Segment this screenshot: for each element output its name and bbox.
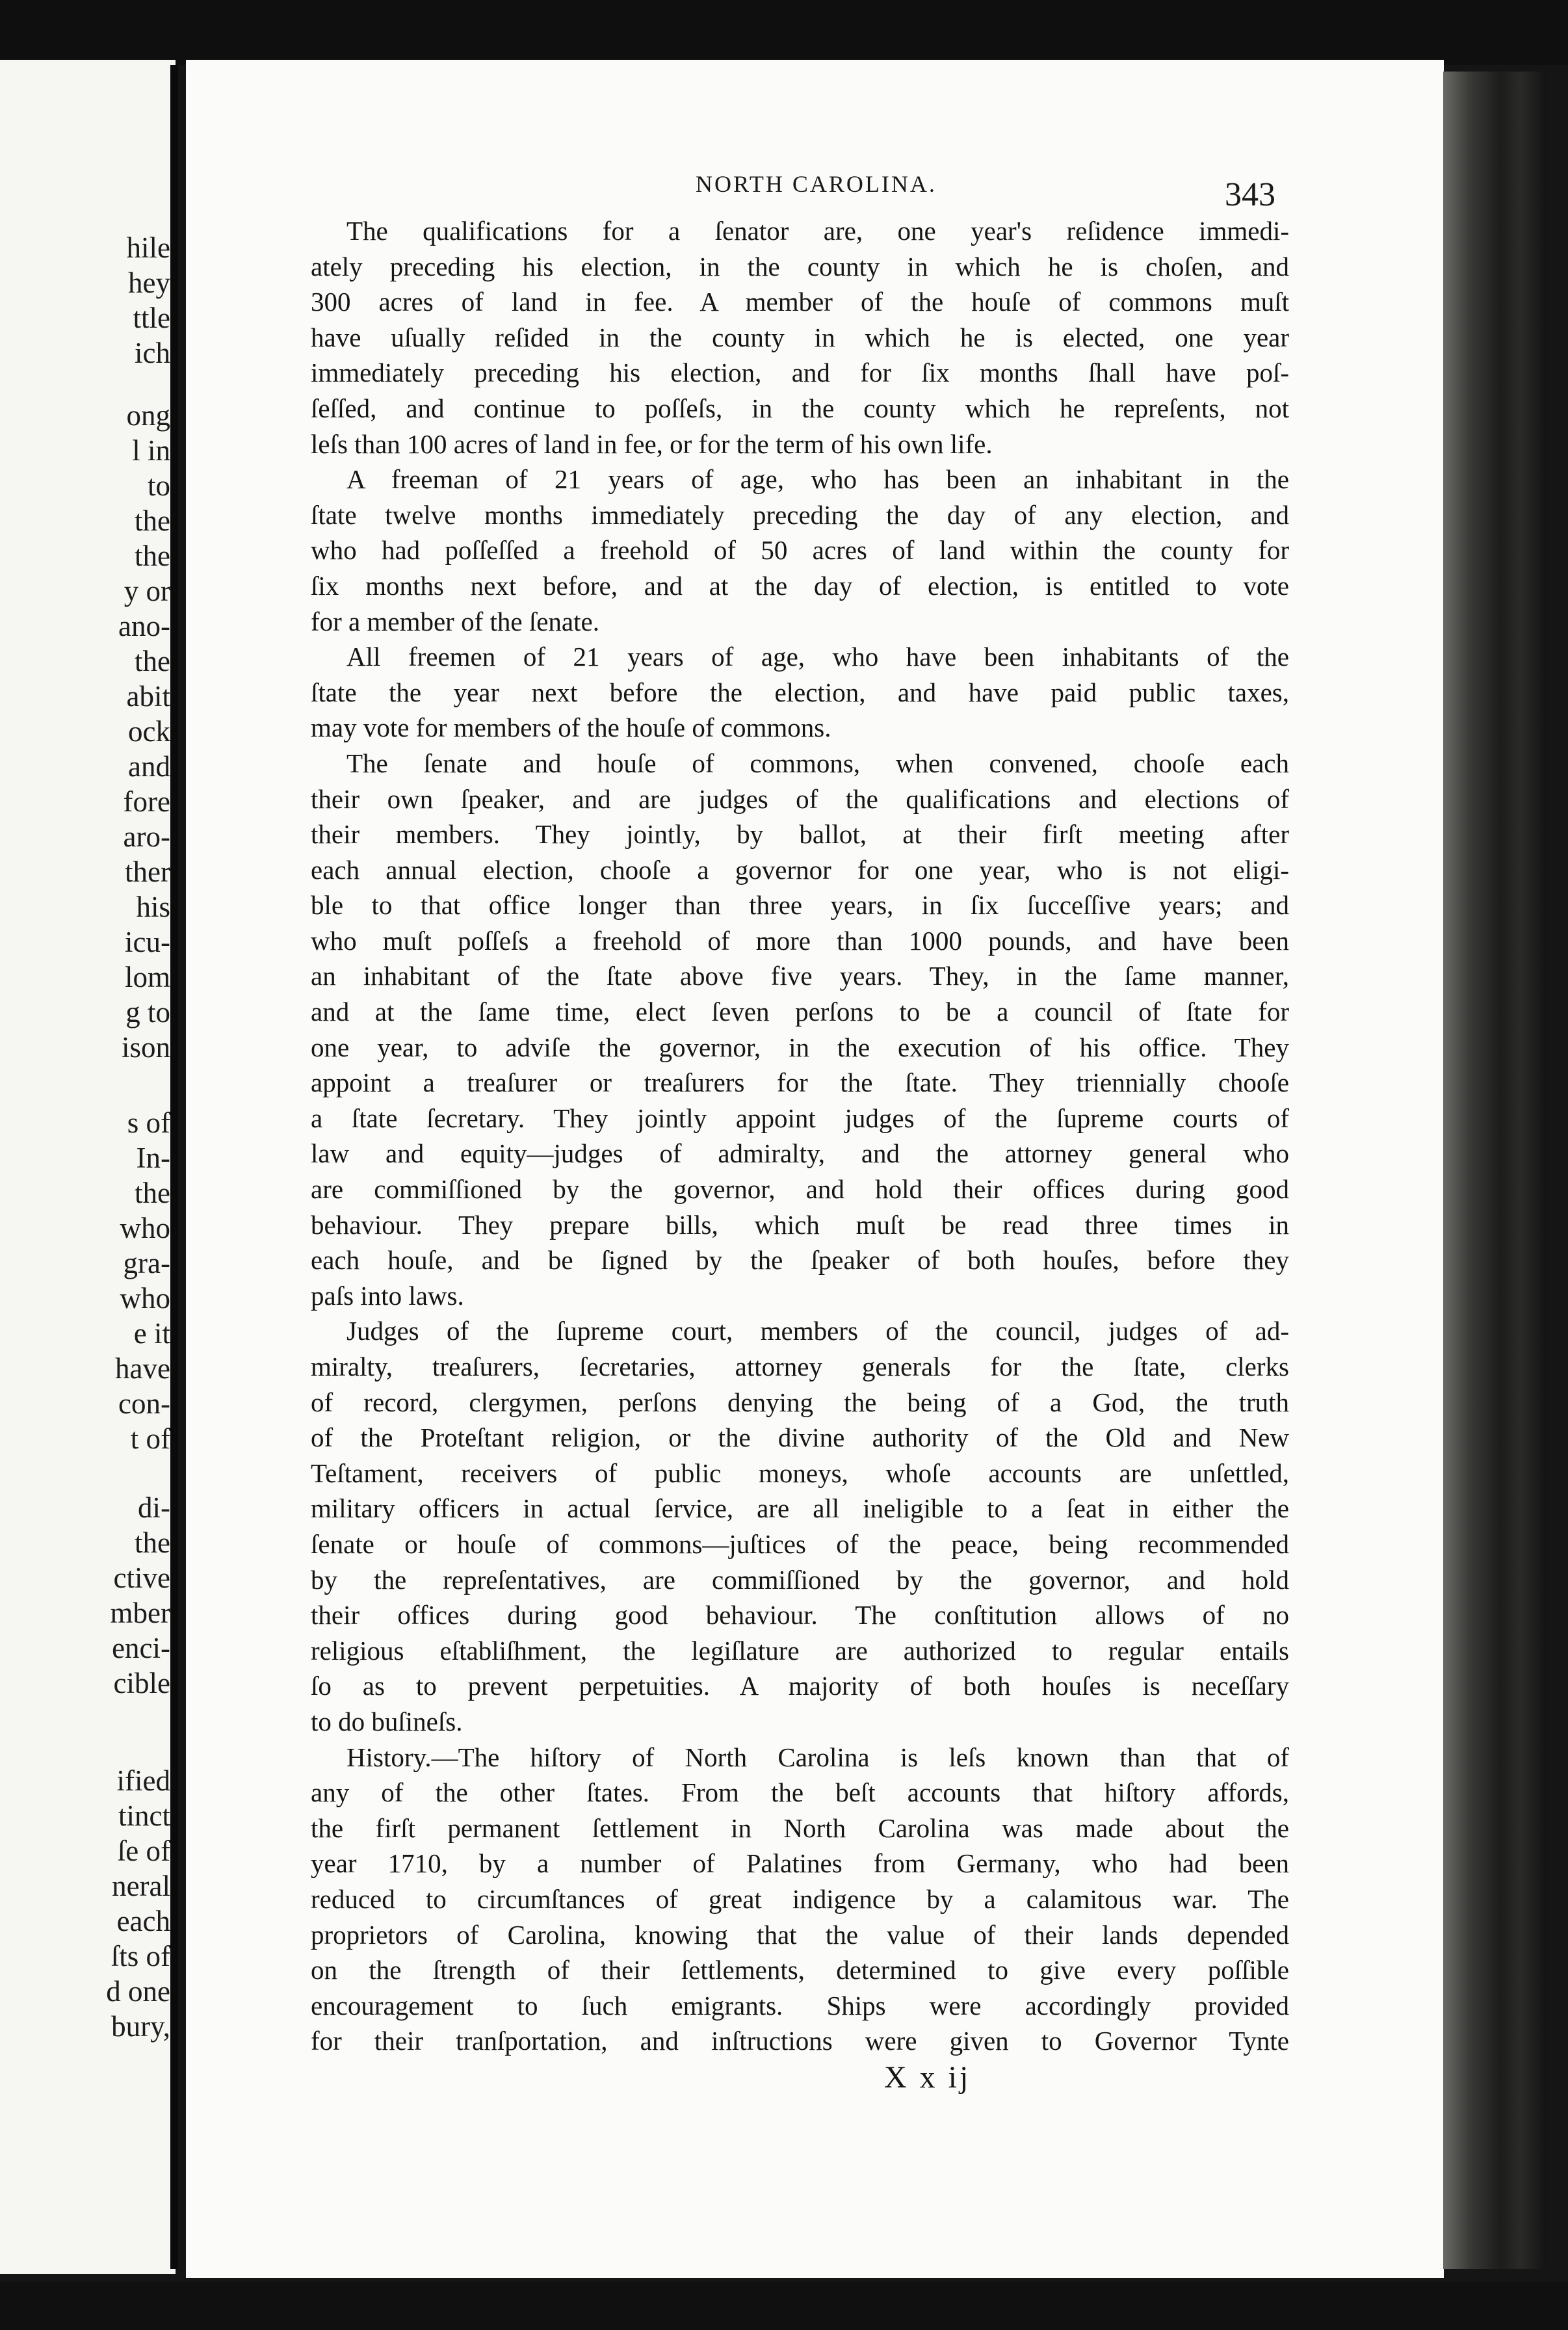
text-line: year 1710, by a number of Palatines from Germany, who had been [311, 1848, 1289, 1879]
text-line: History.—The hiſtory of North Carolina is leſs known than that of [346, 1742, 1289, 1772]
left-page-fragment: enci- [112, 1632, 170, 1664]
left-page-fragment: the [135, 504, 170, 537]
text-line: behaviour. They prepare bills, which muſt be read three times in [311, 1209, 1289, 1240]
left-page-fragment: s of [127, 1106, 170, 1139]
left-page-fragment: ſts of [111, 1940, 170, 1972]
left-page-fragment: y or [124, 575, 170, 607]
text-line: A freeman of 21 years of age, who has been an inhabitant in the [346, 464, 1289, 495]
text-line: appoint a treaſurer or treaſurers for the ſtate. They triennially chooſe [311, 1067, 1289, 1098]
text-line: have uſually reſided in the county in which he is elected, one year [311, 322, 1289, 352]
left-page-fragment: e it [133, 1317, 170, 1350]
text-line: ſtate twelve months immediately preceding the day of any election, and [311, 499, 1289, 530]
left-page-fragment: tinct [118, 1800, 170, 1832]
text-line: any of the other ſtates. From the beſt accounts that hiſtory affords, [311, 1777, 1289, 1808]
text-line: encouragement to ſuch emigrants. Ships were accordingly provided [311, 1990, 1289, 2021]
text-line: each annual election, chooſe a governor for one year, who is not eligi- [311, 854, 1289, 885]
text-line: ſo as to prevent perpetuities. A majority of both houſes is neceſſary [311, 1671, 1289, 1701]
left-page-fragment: the [135, 1526, 170, 1559]
text-line: ble to that office longer than three years, in ſix ſucceſſive years; and [311, 890, 1289, 921]
text-line: the firſt permanent ſettlement in North Carolina was made about the [311, 1813, 1289, 1843]
left-page-fragment: each [116, 1905, 170, 1937]
text-line: 300 acres of land in fee. A member of the houſe of commons muſt [311, 287, 1289, 317]
text-line: paſs into laws. [311, 1280, 464, 1311]
text-line: of record, clergymen, perſons denying the being of a God, the truth [311, 1387, 1289, 1417]
left-facing-page [0, 60, 176, 2274]
book-gutter [170, 65, 178, 2269]
left-page-fragment: ctive [113, 1562, 170, 1594]
left-page-fragment: fore [123, 785, 170, 818]
text-line: on the ſtrength of their ſettlements, determined to give every poſſible [311, 1955, 1289, 1985]
text-line: their own ſpeaker, and are judges of the qualifications and elections of [311, 783, 1289, 814]
left-page-fragment: who [120, 1212, 170, 1244]
left-page-fragment: neral [112, 1870, 170, 1902]
text-line: their members. They jointly, by ballot, at their firſt meeting after [311, 819, 1289, 850]
left-page-fragment: di- [138, 1491, 170, 1524]
left-page-fragment: and [128, 750, 170, 783]
text-line: one year, to adviſe the governor, in the execution of his office. They [311, 1032, 1289, 1062]
left-page-fragment: l in [132, 434, 170, 467]
left-page-fragment: the [135, 540, 170, 572]
text-line: ſtate the year next before the election, and have paid public taxes, [311, 677, 1289, 707]
left-page-fragment: ttle [133, 302, 170, 334]
left-page-fragment: mber [110, 1597, 170, 1629]
scan-top-border [0, 0, 1568, 65]
text-line: All freemen of 21 years of age, who have been inhabitants of the [346, 642, 1289, 672]
left-page-fragment: ich [135, 337, 170, 369]
text-line: ſix months next before, and at the day of election, is entitled to vote [311, 570, 1289, 601]
left-page-fragment: ock [128, 715, 170, 748]
text-line: may vote for members of the houſe of commons. [311, 713, 831, 743]
text-line: for their tranſportation, and inſtructions were given to Governor Tynte [311, 2026, 1289, 2056]
text-line: ſenate or houſe of commons—juſtices of the peace, being recommended [311, 1528, 1289, 1559]
text-line: a ſtate ſecretary. They jointly appoint judges of the ſupreme courts of [311, 1103, 1289, 1133]
left-page-fragment: ison [121, 1031, 170, 1064]
text-line: miralty, treaſurers, ſecretaries, attorney generals for the ſtate, clerks [311, 1352, 1289, 1381]
left-page-fragment: the [135, 645, 170, 677]
left-page-fragment: have [115, 1352, 170, 1385]
left-page-fragment: ified [116, 1764, 170, 1797]
text-line: for a member of the ſenate. [311, 606, 599, 636]
left-page-fragment: ſe of [117, 1835, 170, 1867]
left-page-fragment: con- [118, 1387, 170, 1420]
text-line: Teſtament, receivers of public moneys, whoſe accounts are unſettled, [311, 1458, 1289, 1488]
text-line: and at the ſame time, elect ſeven perſons to be a council of ſtate for [311, 997, 1289, 1027]
left-page-fragment: the [135, 1177, 170, 1209]
text-line: each houſe, and be ſigned by the ſpeaker of both houſes, before they [311, 1245, 1289, 1276]
left-page-fragment: In- [136, 1142, 170, 1174]
left-page-fragment: hey [128, 267, 170, 299]
text-line: their offices during good behaviour. The conſtitution allows of no [311, 1600, 1289, 1630]
left-page-fragment: g to [125, 996, 170, 1028]
left-page-fragment: ther [125, 856, 170, 888]
text-line: leſs than 100 acres of land in fee, or for the term of his own life. [311, 428, 993, 459]
left-page-fragment: hile [126, 231, 170, 264]
left-page-fragment: t of [130, 1422, 170, 1455]
text-line: military officers in actual ſervice, are all ineligible to a ſeat in either the [311, 1493, 1289, 1524]
left-page-fragment: icu- [125, 926, 170, 958]
left-page-fragment: d one [106, 1975, 170, 2008]
text-line: proprietors of Carolina, knowing that the value of their lands depended [311, 1919, 1289, 1950]
text-line: who muſt poſſeſs a freehold of more than 1000 pounds, and have been [311, 925, 1289, 956]
text-line: are commiſſioned by the governor, and hold their offices during good [311, 1174, 1289, 1205]
left-page-fragment: his [136, 891, 170, 923]
left-page-fragment: gra- [123, 1247, 170, 1279]
left-page-fragment: to [147, 469, 170, 502]
left-page-fragment: ano- [118, 610, 170, 642]
text-line: Judges of the ſupreme court, members of the council, judges of ad- [346, 1316, 1289, 1346]
left-page-fragment: abit [126, 680, 170, 713]
scan-bottom-border [0, 2282, 1568, 2330]
text-line: The ſenate and houſe of commons, when convened, chooſe each [346, 748, 1289, 778]
left-page-fragment: bury, [111, 2010, 170, 2043]
text-line: of the Proteſtant religion, or the divine authority of the Old and New [311, 1422, 1289, 1453]
left-page-fragment: lom [124, 961, 170, 993]
text-line: ſeſſed, and continue to poſſeſs, in the county which he repreſents, not [311, 393, 1289, 423]
text-line: immediately preceding his election, and for ſix months ſhall have poſ- [311, 358, 1289, 388]
text-line: by the repreſentatives, are commiſſioned by the governor, and hold [311, 1564, 1289, 1595]
signature-mark: X x ij [884, 2060, 971, 2095]
left-page-fragment: who [120, 1282, 170, 1315]
left-page-fragment: cible [113, 1667, 170, 1699]
text-line: to do buſineſs. [311, 1706, 463, 1736]
text-line: religious eſtabliſhment, the legiſlature are authorized to regular entails [311, 1635, 1289, 1666]
text-line: reduced to circumſtances of great indigence by a calamitous war. The [311, 1883, 1289, 1914]
running-head: NORTH CAROLINA. [696, 171, 937, 197]
text-line: who had poſſeſſed a freehold of 50 acres of land within the county for [311, 535, 1289, 566]
left-page-fragment: ong [126, 399, 170, 432]
text-line: The qualifications for a ſenator are, one year's reſidence immedi- [346, 216, 1289, 246]
page-number: 343 [1225, 176, 1275, 213]
text-line: ately preceding his election, in the county in which he is choſen, and [311, 251, 1289, 281]
left-page-fragment: aro- [123, 820, 170, 853]
text-line: law and equity—judges of admiralty, and the attorney general who [311, 1138, 1289, 1169]
body-text [311, 213, 1289, 2059]
page-edge-shadow [1443, 72, 1547, 2269]
text-line: an inhabitant of the ſtate above five years. They, in the ſame manner, [311, 961, 1289, 991]
